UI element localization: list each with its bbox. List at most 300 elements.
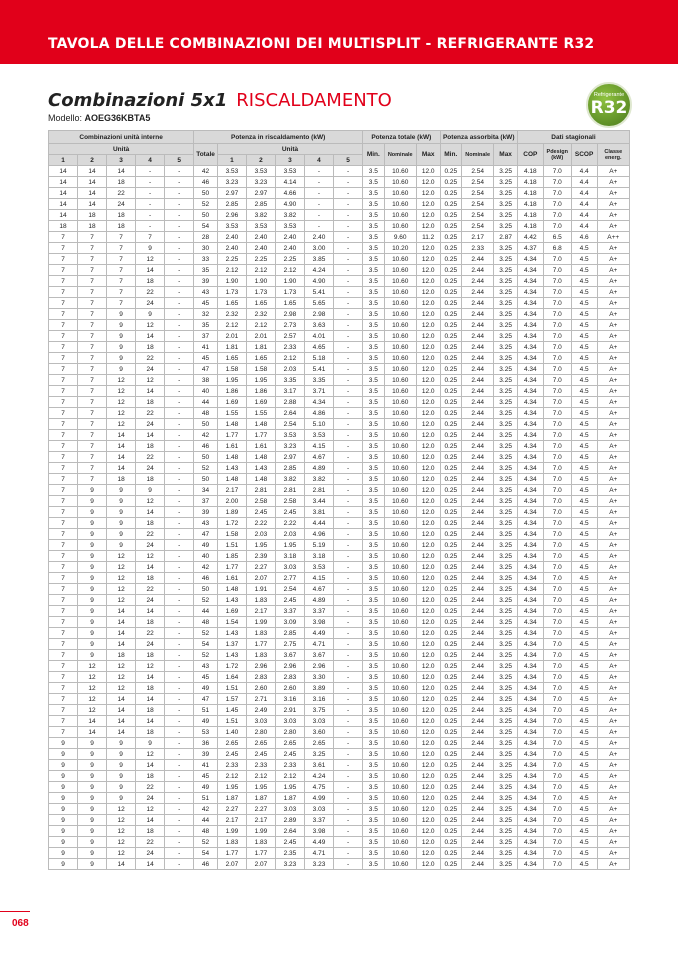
table-cell: 1.72: [217, 661, 246, 672]
table-cell: 12.0: [416, 782, 440, 793]
table-cell: 0.25: [440, 562, 462, 573]
table-cell: 14: [136, 562, 165, 573]
table-cell: 0.25: [440, 650, 462, 661]
sub-cop: COP: [517, 144, 543, 166]
table-cell: 2.44: [462, 496, 494, 507]
table-cell: 3.18: [275, 551, 304, 562]
table-cell: 3.25: [494, 639, 518, 650]
table-cell: 4.18: [517, 210, 543, 221]
table-row: [49, 496, 630, 507]
table-cell: 7: [49, 364, 78, 375]
table-cell: 18: [136, 518, 165, 529]
table-cell: 4.37: [517, 243, 543, 254]
table-cell: A+: [597, 287, 629, 298]
table-cell: A+: [597, 595, 629, 606]
table-row: [49, 320, 630, 331]
table-row: [49, 815, 630, 826]
table-cell: 3.5: [363, 419, 385, 430]
table-cell: 10.60: [384, 309, 416, 320]
table-cell: 3.25: [494, 254, 518, 265]
table-cell: 12.0: [416, 793, 440, 804]
table-cell: A+: [597, 606, 629, 617]
table-cell: 4.49: [304, 837, 333, 848]
table-cell: 1.48: [246, 474, 275, 485]
table-cell: 2.33: [275, 760, 304, 771]
table-cell: 3.63: [304, 320, 333, 331]
table-cell: 1.61: [217, 441, 246, 452]
table-cell: 7: [49, 639, 78, 650]
table-cell: 35: [194, 320, 218, 331]
table-cell: 9: [107, 320, 136, 331]
table-cell: 3.25: [494, 859, 518, 870]
table-cell: 2.44: [462, 419, 494, 430]
table-cell: 45: [194, 771, 218, 782]
table-cell: 7.0: [543, 276, 571, 287]
table-cell: 2.44: [462, 551, 494, 562]
table-cell: 14: [107, 727, 136, 738]
table-cell: 2.65: [304, 738, 333, 749]
table-cell: 1.73: [275, 287, 304, 298]
table-cell: 4.4: [571, 166, 597, 177]
table-cell: 2.44: [462, 617, 494, 628]
table-cell: 7.0: [543, 815, 571, 826]
table-cell: -: [334, 815, 363, 826]
table-cell: 7.0: [543, 485, 571, 496]
table-cell: 9: [107, 738, 136, 749]
table-cell: 0.25: [440, 243, 462, 254]
table-cell: 4.34: [517, 496, 543, 507]
table-cell: A+: [597, 386, 629, 397]
table-cell: 45: [194, 298, 218, 309]
table-cell: 3.00: [304, 243, 333, 254]
table-cell: 10.60: [384, 848, 416, 859]
table-cell: 2.96: [246, 661, 275, 672]
table-cell: 7: [49, 463, 78, 474]
table-cell: 12.0: [416, 848, 440, 859]
table-cell: 41: [194, 760, 218, 771]
table-cell: 3.25: [494, 650, 518, 661]
table-cell: 50: [194, 210, 218, 221]
table-cell: -: [334, 760, 363, 771]
table-cell: -: [334, 166, 363, 177]
table-row: [49, 408, 630, 419]
table-cell: 12.0: [416, 177, 440, 188]
table-cell: 33: [194, 254, 218, 265]
table-cell: -: [334, 419, 363, 430]
table-cell: 4.15: [304, 573, 333, 584]
table-cell: 24: [136, 639, 165, 650]
table-cell: 3.25: [494, 199, 518, 210]
table-cell: 4.67: [304, 584, 333, 595]
table-cell: 4.34: [517, 397, 543, 408]
table-cell: 7: [49, 606, 78, 617]
table-cell: 3.81: [304, 507, 333, 518]
unit-number-header: 5: [334, 155, 363, 166]
table-cell: 2.80: [246, 727, 275, 738]
table-cell: 7.0: [543, 221, 571, 232]
table-cell: 0.25: [440, 540, 462, 551]
table-cell: 7: [49, 254, 78, 265]
table-cell: 54: [194, 221, 218, 232]
table-cell: 2.44: [462, 254, 494, 265]
table-cell: 9: [49, 749, 78, 760]
title-mode: RISCALDAMENTO: [236, 90, 392, 111]
table-cell: 10.60: [384, 749, 416, 760]
table-cell: 2.60: [275, 683, 304, 694]
table-cell: 2.44: [462, 595, 494, 606]
table-cell: 24: [136, 463, 165, 474]
table-cell: A+: [597, 628, 629, 639]
table-cell: A+: [597, 672, 629, 683]
table-cell: 2.12: [246, 320, 275, 331]
table-cell: 9: [78, 859, 107, 870]
table-row: [49, 298, 630, 309]
table-cell: 7: [49, 353, 78, 364]
table-cell: 12: [107, 661, 136, 672]
table-cell: 3.25: [494, 826, 518, 837]
table-cell: A+: [597, 562, 629, 573]
table-cell: 4.4: [571, 221, 597, 232]
table-cell: -: [165, 793, 194, 804]
table-cell: 0.25: [440, 485, 462, 496]
table-cell: 1.55: [246, 408, 275, 419]
table-cell: 0.25: [440, 859, 462, 870]
sub-totale: Totale: [194, 144, 218, 166]
table-cell: 3.25: [494, 485, 518, 496]
table-cell: 3.53: [304, 562, 333, 573]
table-cell: 12: [107, 837, 136, 848]
table-cell: 12.0: [416, 221, 440, 232]
table-cell: 1.55: [217, 408, 246, 419]
table-cell: 1.83: [246, 595, 275, 606]
table-cell: 12.0: [416, 430, 440, 441]
table-cell: -: [334, 551, 363, 562]
table-cell: 7.0: [543, 419, 571, 430]
table-cell: 7: [107, 232, 136, 243]
table-cell: 7.0: [543, 617, 571, 628]
table-cell: 7.0: [543, 859, 571, 870]
table-row: [49, 705, 630, 716]
table-cell: -: [165, 518, 194, 529]
table-cell: 14: [49, 166, 78, 177]
table-cell: A+: [597, 243, 629, 254]
table-cell: 3.60: [304, 727, 333, 738]
table-cell: -: [165, 177, 194, 188]
table-cell: 12.0: [416, 320, 440, 331]
table-cell: 7.0: [543, 188, 571, 199]
table-cell: 14: [136, 815, 165, 826]
table-cell: 2.65: [217, 738, 246, 749]
table-cell: 7: [49, 441, 78, 452]
table-cell: 12: [107, 672, 136, 683]
table-cell: 3.25: [494, 243, 518, 254]
table-cell: A+: [597, 771, 629, 782]
table-cell: 18: [136, 826, 165, 837]
unit-number-header: 1: [49, 155, 78, 166]
group-heating: Potenza in riscaldamento (kW): [194, 131, 363, 144]
table-cell: -: [165, 782, 194, 793]
table-cell: 3.25: [494, 287, 518, 298]
table-cell: 2.44: [462, 584, 494, 595]
table-cell: 2.44: [462, 430, 494, 441]
table-cell: 3.23: [246, 177, 275, 188]
table-cell: 7: [78, 353, 107, 364]
table-cell: 10.60: [384, 397, 416, 408]
table-cell: 12: [136, 661, 165, 672]
table-cell: 12.0: [416, 408, 440, 419]
table-cell: 3.5: [363, 188, 385, 199]
table-cell: 7: [49, 584, 78, 595]
table-cell: 14: [107, 441, 136, 452]
sub-pdesign: Pdesign (kW): [543, 144, 571, 166]
table-cell: -: [165, 815, 194, 826]
table-cell: A+: [597, 826, 629, 837]
table-cell: 3.82: [275, 474, 304, 485]
table-cell: 7.0: [543, 375, 571, 386]
table-cell: 12.0: [416, 826, 440, 837]
table-cell: 2.32: [217, 309, 246, 320]
table-cell: -: [165, 463, 194, 474]
table-cell: 3.25: [494, 716, 518, 727]
table-cell: 11.2: [416, 232, 440, 243]
table-cell: 2.44: [462, 298, 494, 309]
table-cell: A+: [597, 276, 629, 287]
table-cell: 4.4: [571, 177, 597, 188]
table-cell: 9: [107, 749, 136, 760]
table-cell: 3.18: [304, 551, 333, 562]
table-cell: 50: [194, 452, 218, 463]
table-cell: -: [165, 287, 194, 298]
table-cell: 9: [78, 562, 107, 573]
table-cell: 0.25: [440, 177, 462, 188]
table-cell: -: [334, 738, 363, 749]
table-cell: -: [334, 749, 363, 760]
table-cell: 10.60: [384, 386, 416, 397]
table-cell: 9: [107, 793, 136, 804]
table-cell: 24: [136, 298, 165, 309]
table-cell: 9: [107, 529, 136, 540]
table-cell: 10.60: [384, 562, 416, 573]
table-cell: 0.25: [440, 793, 462, 804]
table-cell: 9: [78, 617, 107, 628]
table-cell: 12: [107, 584, 136, 595]
table-cell: 12: [107, 595, 136, 606]
table-cell: -: [334, 606, 363, 617]
table-cell: 14: [107, 716, 136, 727]
table-cell: A+: [597, 760, 629, 771]
table-cell: 2.33: [275, 342, 304, 353]
table-cell: -: [165, 848, 194, 859]
table-cell: A+: [597, 199, 629, 210]
table-cell: 3.5: [363, 276, 385, 287]
table-cell: 4.5: [571, 331, 597, 342]
table-cell: 52: [194, 650, 218, 661]
table-cell: 9: [78, 760, 107, 771]
table-cell: 12: [136, 320, 165, 331]
table-row: [49, 430, 630, 441]
table-cell: 7.0: [543, 540, 571, 551]
table-cell: 2.58: [275, 496, 304, 507]
table-cell: 7: [49, 298, 78, 309]
table-cell: -: [165, 584, 194, 595]
badge-caption: Refrigerante: [593, 92, 625, 98]
table-cell: 0.25: [440, 342, 462, 353]
table-cell: 3.03: [275, 716, 304, 727]
table-cell: 3.5: [363, 573, 385, 584]
table-cell: 9: [136, 485, 165, 496]
table-cell: 2.44: [462, 694, 494, 705]
table-cell: A+: [597, 782, 629, 793]
table-cell: 0.25: [440, 639, 462, 650]
table-cell: 7: [136, 232, 165, 243]
table-cell: A+: [597, 518, 629, 529]
table-cell: -: [165, 408, 194, 419]
table-cell: 24: [136, 364, 165, 375]
table-cell: -: [334, 672, 363, 683]
table-cell: 10.60: [384, 331, 416, 342]
table-cell: 3.25: [494, 496, 518, 507]
table-cell: 0.25: [440, 287, 462, 298]
table-cell: -: [165, 331, 194, 342]
table-row: [49, 672, 630, 683]
sub-max-absorbed: Max: [494, 144, 518, 166]
table-cell: 3.5: [363, 551, 385, 562]
table-cell: 24: [136, 848, 165, 859]
table-cell: 18: [107, 474, 136, 485]
table-cell: 3.61: [304, 760, 333, 771]
table-cell: -: [334, 628, 363, 639]
table-cell: 18: [136, 617, 165, 628]
table-cell: 12: [107, 551, 136, 562]
table-cell: 52: [194, 463, 218, 474]
table-cell: 1.87: [275, 793, 304, 804]
table-row: [49, 342, 630, 353]
table-cell: 1.61: [246, 441, 275, 452]
table-cell: 0.25: [440, 474, 462, 485]
table-cell: 2.44: [462, 661, 494, 672]
table-cell: 9: [78, 738, 107, 749]
table-cell: 7: [49, 573, 78, 584]
table-cell: 10.60: [384, 628, 416, 639]
table-cell: 1.87: [217, 793, 246, 804]
table-cell: 10.60: [384, 177, 416, 188]
table-cell: -: [334, 727, 363, 738]
table-row: [49, 782, 630, 793]
table-cell: 1.99: [246, 826, 275, 837]
table-cell: 7: [107, 265, 136, 276]
table-cell: 14: [107, 859, 136, 870]
table-cell: 18: [136, 342, 165, 353]
table-cell: 14: [136, 265, 165, 276]
table-cell: 7: [49, 331, 78, 342]
table-cell: 14: [136, 606, 165, 617]
table-cell: 7.0: [543, 364, 571, 375]
table-cell: 0.25: [440, 848, 462, 859]
table-cell: 7: [107, 243, 136, 254]
table-cell: 3.25: [494, 760, 518, 771]
table-cell: 18: [136, 771, 165, 782]
table-cell: 4.42: [517, 232, 543, 243]
table-cell: 2.45: [217, 749, 246, 760]
table-cell: 0.25: [440, 298, 462, 309]
table-cell: -: [165, 342, 194, 353]
table-cell: 12: [107, 562, 136, 573]
table-cell: 4.34: [517, 804, 543, 815]
table-cell: 46: [194, 573, 218, 584]
table-cell: 12.0: [416, 364, 440, 375]
table-cell: 2.12: [275, 771, 304, 782]
table-cell: 7.0: [543, 639, 571, 650]
table-cell: 4.34: [517, 254, 543, 265]
table-cell: 2.83: [246, 672, 275, 683]
table-cell: 3.5: [363, 529, 385, 540]
table-cell: 1.58: [217, 364, 246, 375]
table-cell: -: [334, 584, 363, 595]
table-cell: 42: [194, 430, 218, 441]
table-row: [49, 584, 630, 595]
table-cell: 10.60: [384, 705, 416, 716]
table-row: [49, 793, 630, 804]
table-cell: A+: [597, 298, 629, 309]
table-cell: -: [334, 254, 363, 265]
table-cell: -: [165, 496, 194, 507]
table-cell: 10.60: [384, 738, 416, 749]
table-cell: -: [334, 331, 363, 342]
table-cell: 44: [194, 815, 218, 826]
table-cell: 7: [49, 716, 78, 727]
table-cell: 1.48: [217, 584, 246, 595]
table-cell: 9: [49, 738, 78, 749]
table-cell: 4.34: [517, 287, 543, 298]
table-cell: 3.25: [494, 749, 518, 760]
table-cell: 2.44: [462, 782, 494, 793]
table-cell: 7: [78, 441, 107, 452]
table-cell: 9: [78, 540, 107, 551]
table-cell: 39: [194, 507, 218, 518]
table-row: [49, 375, 630, 386]
table-cell: -: [165, 672, 194, 683]
table-cell: 2.07: [217, 859, 246, 870]
table-cell: 3.5: [363, 804, 385, 815]
table-cell: 3.35: [304, 375, 333, 386]
table-cell: 3.16: [275, 694, 304, 705]
table-cell: 0.25: [440, 254, 462, 265]
table-cell: 0.25: [440, 705, 462, 716]
table-cell: 52: [194, 837, 218, 848]
table-cell: 18: [136, 276, 165, 287]
table-cell: 3.5: [363, 386, 385, 397]
table-cell: 2.44: [462, 771, 494, 782]
table-cell: A+: [597, 397, 629, 408]
table-cell: 10.60: [384, 463, 416, 474]
table-cell: 7: [49, 243, 78, 254]
table-cell: 4.5: [571, 716, 597, 727]
table-cell: 2.44: [462, 441, 494, 452]
table-cell: 14: [78, 716, 107, 727]
table-cell: -: [334, 650, 363, 661]
table-cell: 36: [194, 738, 218, 749]
table-cell: 7: [49, 496, 78, 507]
table-cell: A+: [597, 859, 629, 870]
table-cell: 10.60: [384, 661, 416, 672]
table-cell: 3.5: [363, 441, 385, 452]
table-cell: 1.86: [217, 386, 246, 397]
table-cell: 0.25: [440, 738, 462, 749]
table-cell: 1.69: [246, 397, 275, 408]
table-cell: 14: [107, 430, 136, 441]
table-cell: 2.44: [462, 386, 494, 397]
table-cell: 4.5: [571, 804, 597, 815]
